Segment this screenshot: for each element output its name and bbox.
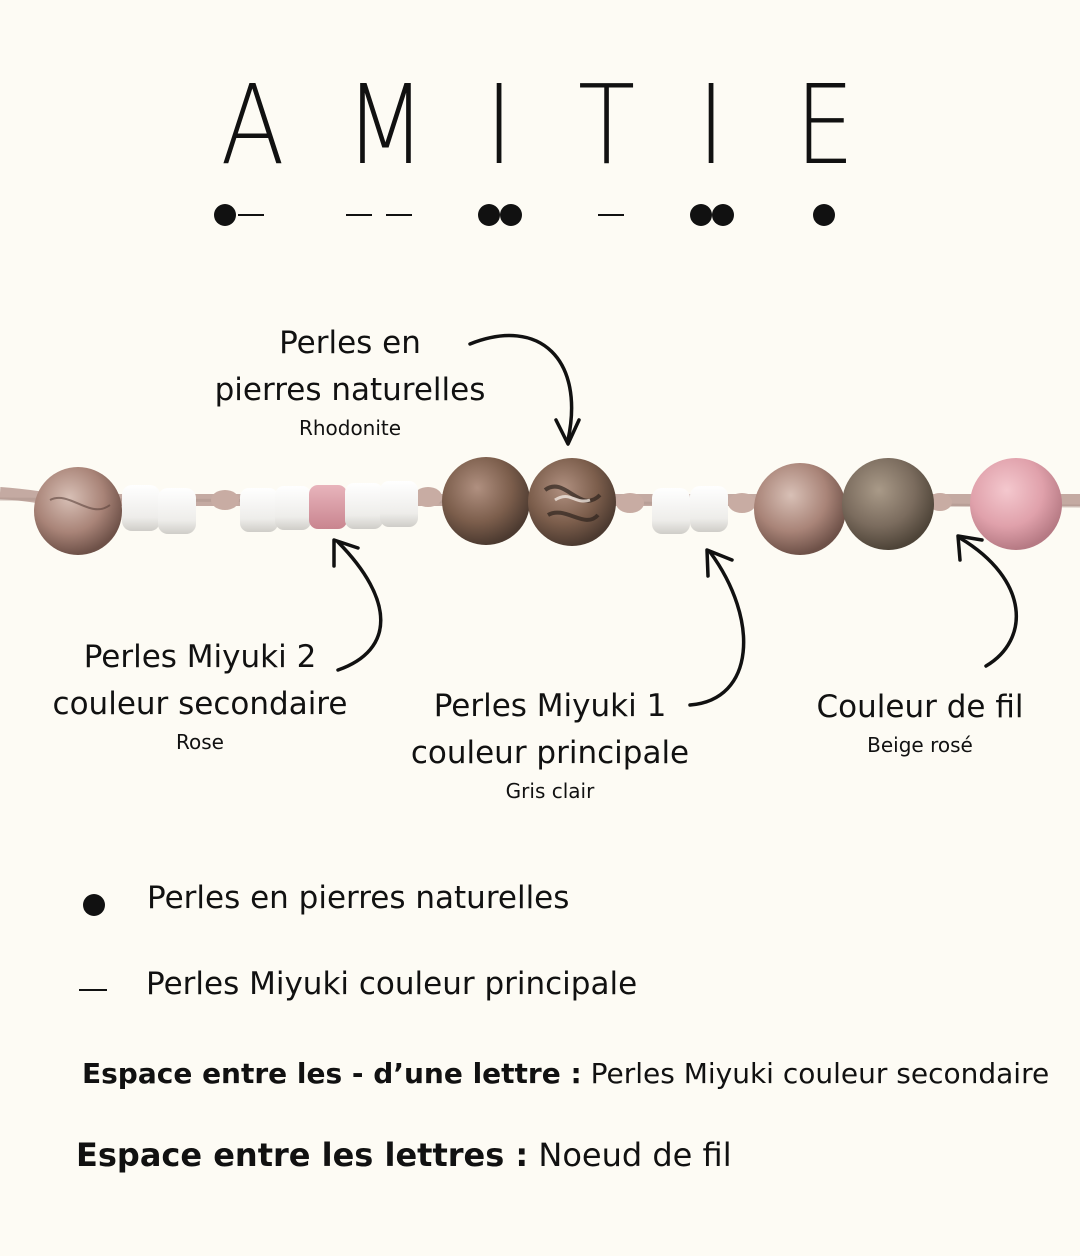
label-thread-line1: Couleur de fil <box>816 689 1024 725</box>
label-miyuki1 <box>395 683 705 805</box>
label-stones-line1: Perles en <box>279 325 421 361</box>
label-stones <box>190 320 510 442</box>
note-letter-spacing-value: Perles Miyuki couleur secondaire <box>581 1057 1050 1090</box>
miyuki-bead-group-3 <box>652 486 728 534</box>
label-thread-sub: Beige rosé <box>867 733 973 757</box>
note-word-spacing <box>76 1136 732 1174</box>
legend-dash-icon <box>79 989 107 991</box>
note-letter-spacing-label: Espace entre les - d’une lettre : <box>82 1057 582 1090</box>
letter-a: A <box>220 61 285 189</box>
label-miyuki1-line2: couleur principale <box>410 735 690 771</box>
label-miyuki2-sub: Rose <box>176 730 224 754</box>
label-miyuki1-line1: Perles Miyuki 1 <box>433 688 667 724</box>
note-letter-spacing <box>82 1057 1049 1090</box>
note-word-spacing-label: Espace entre les lettres : <box>76 1136 529 1174</box>
label-miyuki1-sub: Gris clair <box>505 779 595 803</box>
legend-dash-label: Perles Miyuki couleur principale <box>146 966 638 1002</box>
label-miyuki2 <box>40 634 360 756</box>
arrow-miyuki1-icon <box>690 550 744 705</box>
label-stones-line2: pierres naturelles <box>214 372 486 408</box>
legend-dot-label: Perles en pierres naturelles <box>147 880 570 916</box>
letter-m: M <box>345 61 426 189</box>
legend-dot-icon <box>83 894 105 916</box>
label-miyuki2-line1: Perles Miyuki 2 <box>83 639 317 675</box>
letter-t: T <box>578 61 636 189</box>
arrow-thread-icon <box>958 536 1016 666</box>
label-thread <box>800 684 1040 759</box>
label-miyuki2-line2: couleur secondaire <box>52 686 348 722</box>
letter-i-2: I <box>697 61 726 189</box>
note-word-spacing-value: Noeud de fil <box>528 1136 732 1174</box>
letter-i-1: I <box>485 61 514 189</box>
label-stones-sub: Rhodonite <box>298 416 402 440</box>
miyuki-bead-group-1 <box>122 485 196 534</box>
miyuki-bead-group-2 <box>240 481 418 532</box>
letter-e: E <box>795 61 855 189</box>
